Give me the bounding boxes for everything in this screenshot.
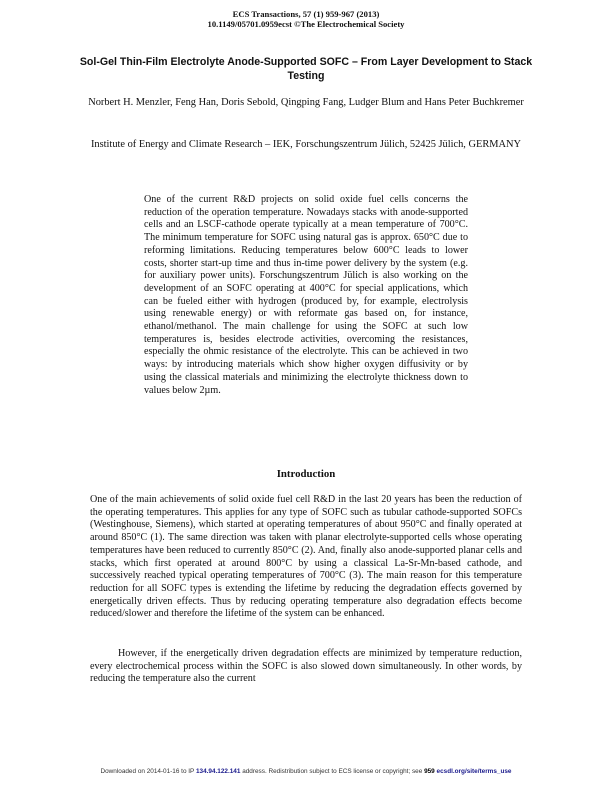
doi-copyright-line: 10.1149/05701.0959ecst ©The Electrochemical Society: [207, 19, 405, 29]
journal-citation: ECS Transactions, 57 (1) 959-967 (2013): [232, 9, 380, 19]
footer-redistribution-text: address. Redistribution subject to ECS license or copyright; see: [242, 768, 423, 775]
paper-title: Sol-Gel Thin-Film Electrolyte Anode-Supported SOFC – From Layer Development to Stack Testing: [79, 56, 533, 82]
intro-paragraph-2: However, if the energetically driven degradation effects are minimized by temperature reduction, every electrochemical process within the SOFC is also slowed down simultaneously. In other words, by reducing the temperature also the current: [90, 648, 522, 685]
affiliation: Institute of Energy and Climate Research – IEK, Forschungszentrum Jülich, 52425 Jülich, GERMANY: [90, 139, 522, 150]
page-number: 959: [424, 768, 435, 775]
section-heading-introduction: Introduction: [276, 468, 336, 480]
author-list: Norbert H. Menzler, Feng Han, Doris Sebold, Qingping Fang, Ludger Blum and Hans Peter Buchkremer: [88, 97, 524, 108]
footer-ip-link[interactable]: 134.94.122.141: [195, 768, 241, 775]
footer-download-text: Downloaded on 2014-01-16 to IP: [100, 768, 195, 775]
intro-paragraph-1: One of the main achievements of solid oxide fuel cell R&D in the last 20 years has been the reduction of the operating temperatures. This applies for any type of SOFC such as tubular cathode-supported SOFCs (Westinghouse, Siemens), which started at operating temperatures of about 950°C and finally operated at around 850°C (1). The same direction was taken with planar electrolyte-supported cells whose operating temperatures have been reduced to currently 850°C (2). And, finally also anode-supported planar cells and stacks, which first operated at around 800°C by using a classical La-Sr-Mn-based cathode, and successively reached typical operating temperatures of 700°C (3). The main reason for this temperature reduction for all SOFC types is extending the lifetime by reducing the degradation effects governed by energetically driven effects. Thus by reducing operating temperature also degradation effects become reduced/slower and therefore the lifetime of the system can be enhanced.: [90, 494, 522, 620]
footer-terms-link[interactable]: ecsdl.org/site/terms_use: [436, 768, 512, 775]
abstract: One of the current R&D projects on solid oxide fuel cells concerns the reduction of the operation temperature. Nowadays stacks with anode-supported cells and an LSCF-cathode operate typically at a mean temperature of 700°C. The minimum temperature for SOFC using natural gas is approx. 650°C due to reforming limitations. Reducing temperatures below 600°C leads to lower costs, shorter start-up time and thus in-time power delivery by the system (e.g. for auxiliary power units). Forschungszentrum Jülich is also working on the development of an SOFC operating at 400°C for special applications, which can be fueled either with hydrogen (produced by, for example, electrolysis using renewable energy) or with reformate gas based on, for instance, ethanol/methanol. The main challenge for using the SOFC at such low temperatures is, besides electrode activities, overcoming the resistances, especially the ohmic resistance of the electrolyte. This can be achieved in two ways: by introducing materials which show higher oxygen diffusivity or by using the classical materials and minimizing the electrolyte thickness down to values below 2µm.: [144, 194, 468, 396]
download-footer: [0, 768, 612, 775]
